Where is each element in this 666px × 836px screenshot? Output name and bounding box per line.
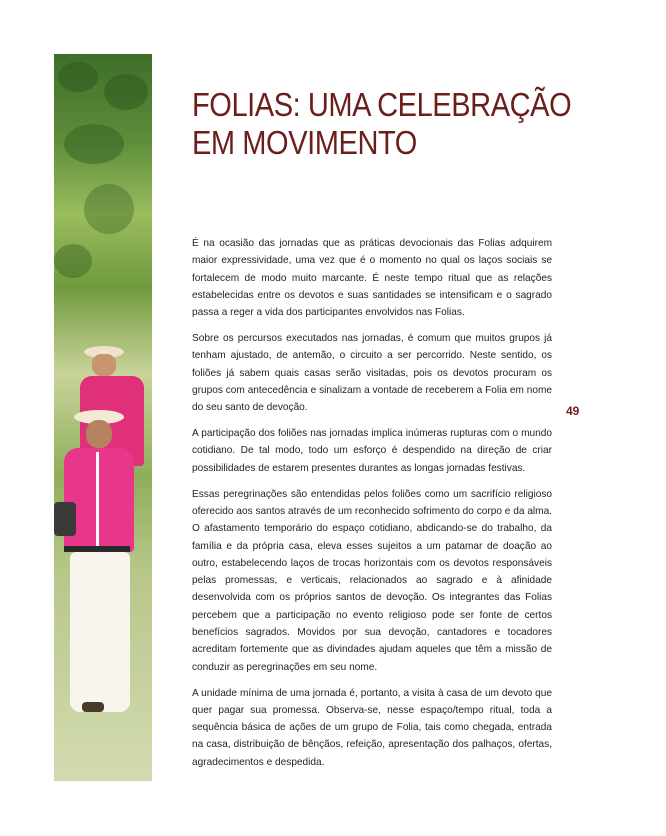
page-number: 49: [566, 404, 580, 418]
article-body: [192, 235, 552, 780]
paragraph-5: A unidade mínima de uma jornada é, portanto, a visita à casa de um devoto que quer pagar sua promessa. Observa-se, nesse espaço/tempo ritual, toda a sequência básica de ações de um grupo de Folia, tais como chegada, entrada na casa, distribuição de bênçãos, refeição, apresentação dos palhaços, ofertas, agradecimentos e despedida.: [192, 687, 552, 768]
folia-photo: [54, 54, 152, 781]
paragraph-3: A participação dos foliões nas jornadas implica inúmeras rupturas com o mundo cotidiano. De tal modo, todo um esforço é despendido na direção de criar possibilidades de estarem presentes durantes as longas jornadas festivas.: [192, 428, 552, 474]
paragraph-4: Essas peregrinações são entendidas pelos foliões como um sacrifício religioso oferecido aos santos através de um reconhecido sofrimento do corpo e da alma. O afastamento temporário do espaço cotidiano, abdicando-se do trabalho, da família e da própria casa, eleva esses sujeitos a um patamar de doação ao outro, estabelecendo laços de trocas horizontais com os devotos responsáveis pelas promessas, e verticais, relacionados ao sagrado e à afinidade desenvolvida com os próprios santos de devoção. Os integrantes das Folias percebem que a participação no evento religioso pode ser fonte de certos benefícios sagrados. Movidos por sua devoção, cantadores e tocadores acreditam fortemente que as divindades ajudam aqueles que têm a missão de conduzir as peregrinações em seu nome.: [192, 488, 552, 673]
title-line-2: EM MOVIMENTO: [192, 124, 417, 161]
paragraph-2: Sobre os percursos executados nas jornadas, é comum que muitos grupos já tenham ajustado, de antemão, o circuito a ser percorrido. Neste sentido, os foliões já sabem quais casas serão visitadas, pois os devotos procuram os grupos com antecedência e sinalizam a vontade de receberem a Folia em nome do seu santo de devoção.: [192, 333, 552, 414]
title-line-1: FOLIAS: UMA CELEBRAÇÃO: [192, 86, 572, 123]
paragraph-1: É na ocasião das jornadas que as práticas devocionais das Folias adquirem maior expressividade, uma vez que é o momento no qual os laços sociais se fortalecem de modo muito marcante. É neste tempo ritual que as relações estabelecidas entre os devotos e suas santidades se intensificam e o sagrado passa a reger a vida dos participantes envolvidos nas Folias.: [192, 238, 552, 319]
page-title: [192, 86, 571, 162]
